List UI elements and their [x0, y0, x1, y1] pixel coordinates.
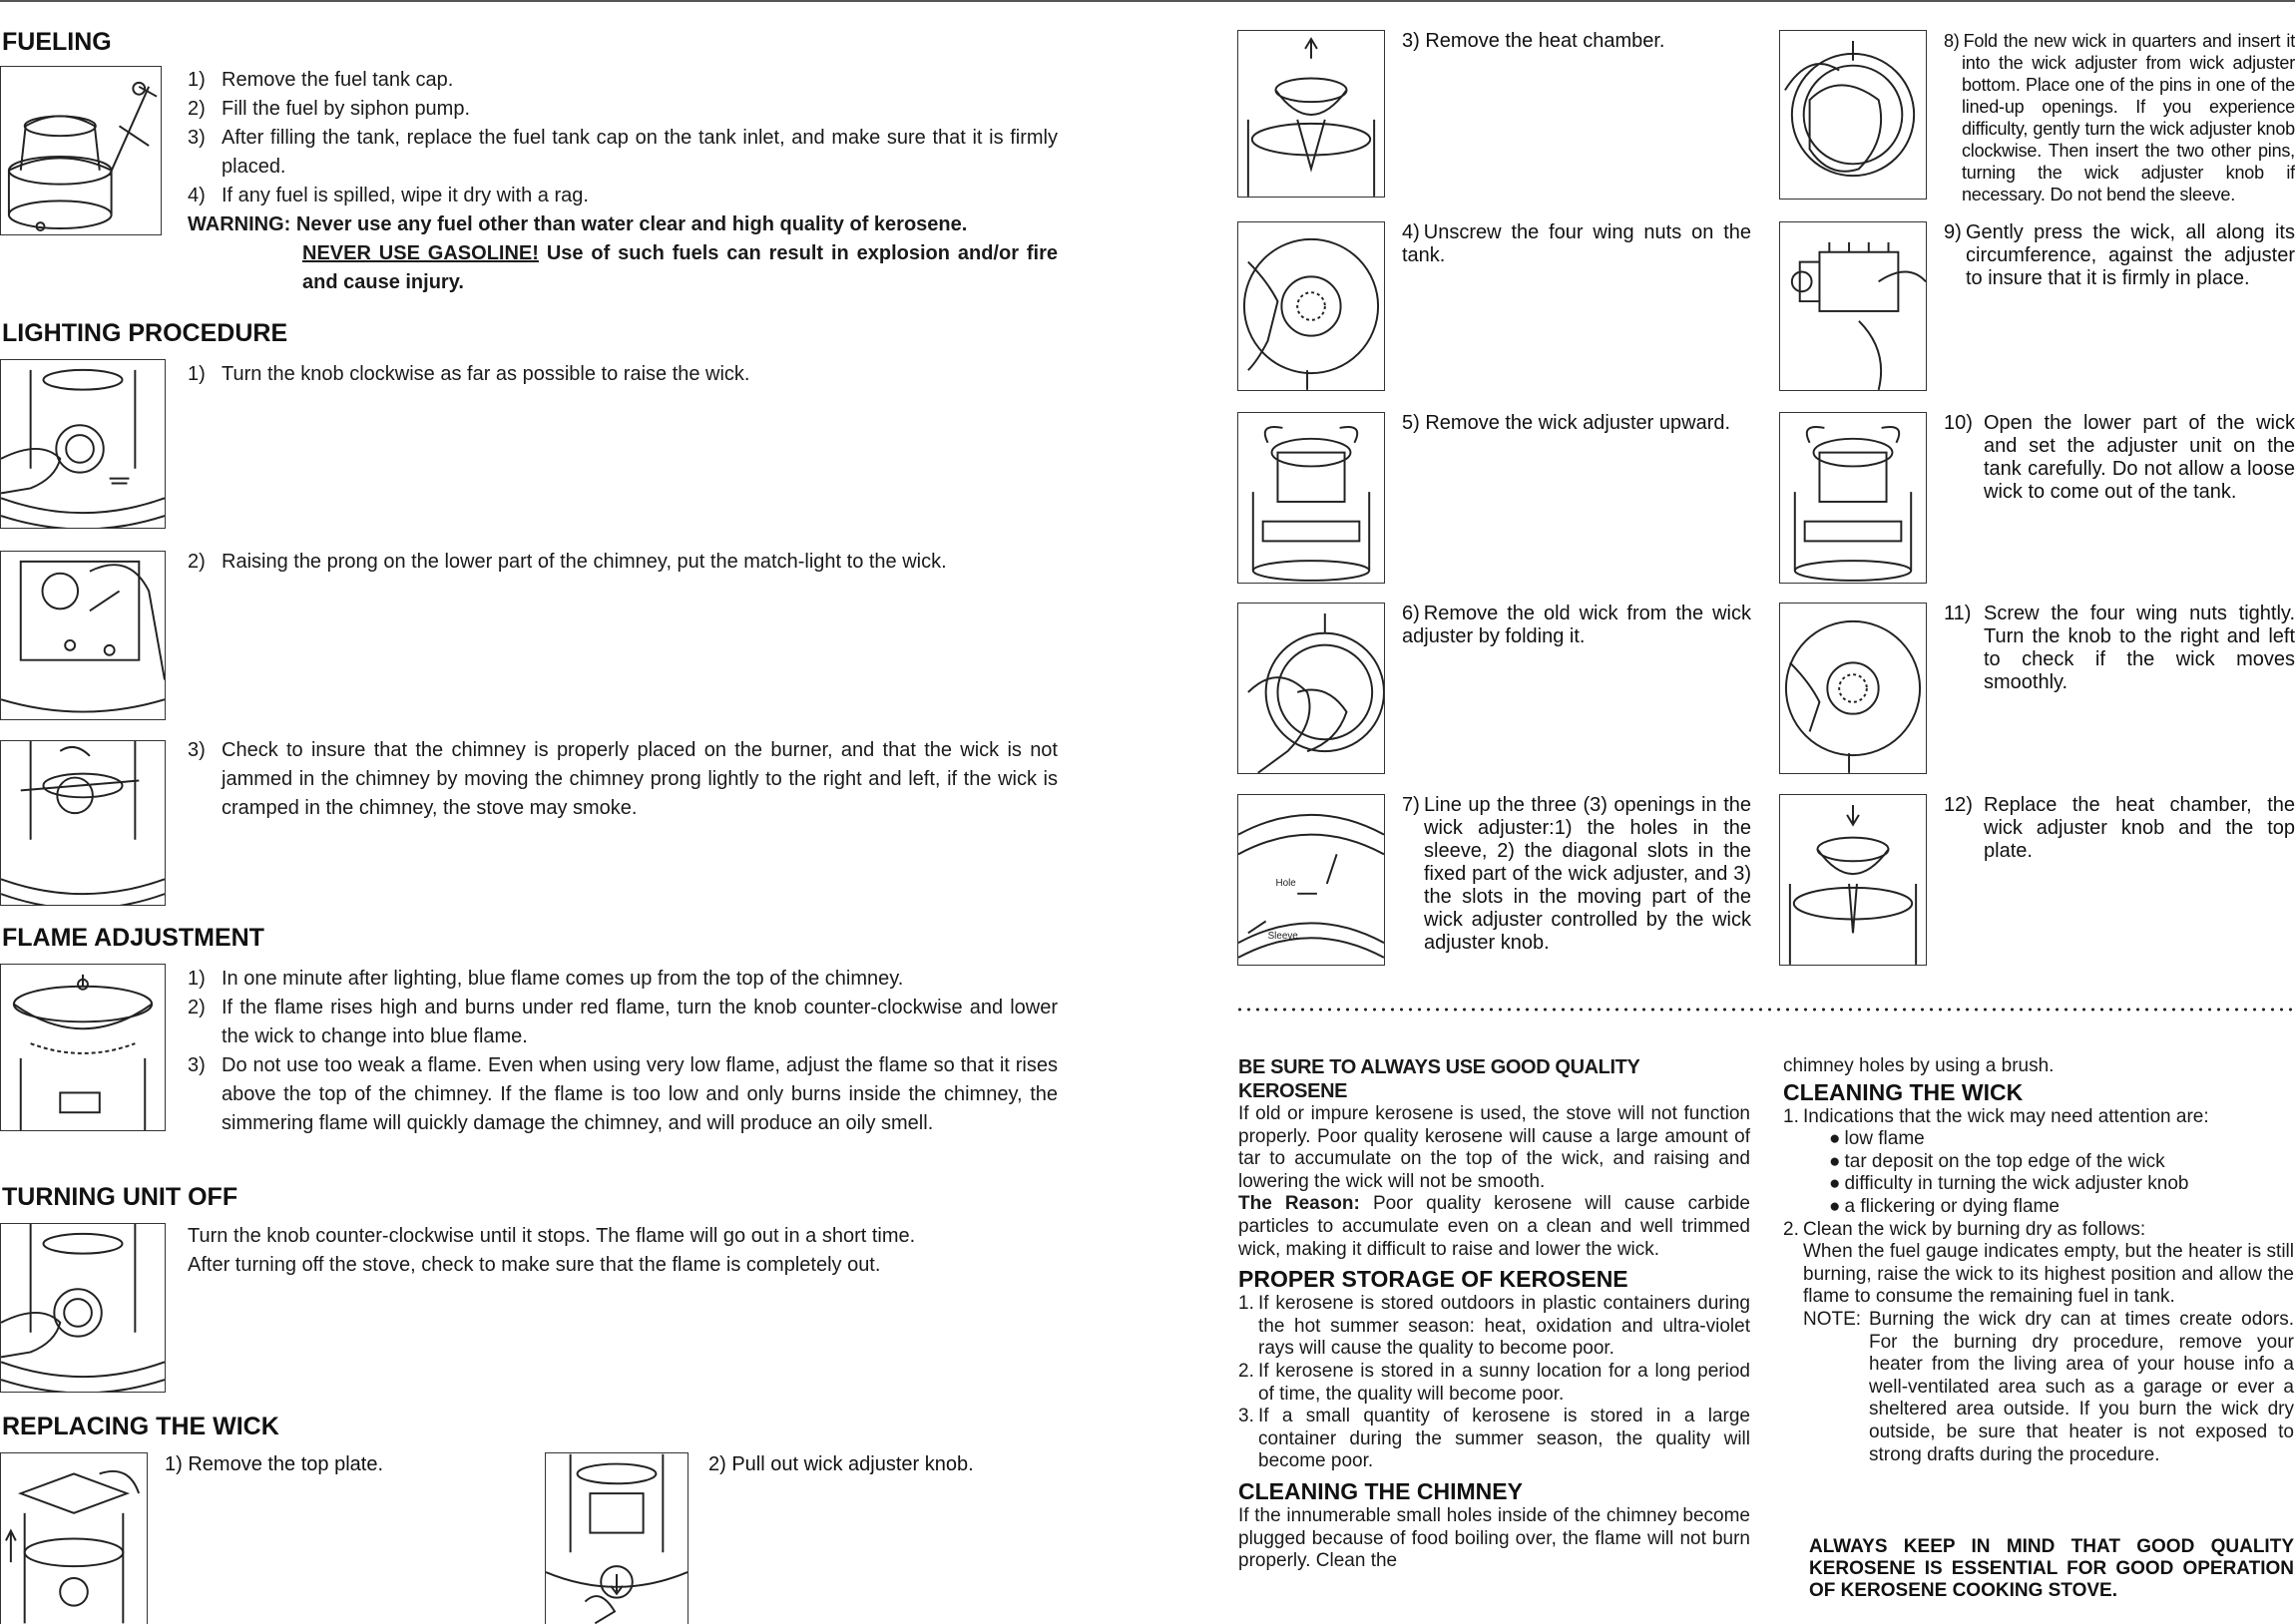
replacing-step-1: 1) Remove the top plate.: [165, 1453, 384, 1475]
burn-dry-para: When the fuel gauge indicates empty, but the heater is still burning, raise the wick to its highest position and allow the flame to consume the remaining fuel in tank.: [1803, 1241, 2294, 1308]
knob-raise-illustration: [0, 359, 166, 529]
turnoff-text: [188, 1222, 1058, 1280]
openings-illustration: [1237, 794, 1385, 966]
replacing-step-4: 4) Unscrew the four wing nuts on the tank.: [1402, 221, 1751, 266]
kerosene-section: [1238, 1055, 1750, 1573]
warning-text: Never use any fuel other than water clear and high quality of kerosene.: [295, 213, 968, 235]
turnoff-line-1: Turn the knob counter-clockwise until it stops. The flame will go out in a short time.: [188, 1225, 916, 1247]
list-item: 1. If kerosene is stored outdoors in plastic containers during the hot summer season: heat, oxidation and ultra-violet rays will cause the quality to become poor.: [1238, 1293, 1750, 1360]
lighting-step-3: [188, 736, 1058, 823]
remove-top-plate-illustration: [0, 1452, 148, 1624]
replacing-step-11: 11) Screw the four wing nuts tightly. Turn the knob to the right and left to check if the wick moves smoothly.: [1944, 603, 2295, 693]
storage-list: [1238, 1293, 1750, 1473]
closing-statement: ALWAYS KEEP IN MIND THAT GOOD QUALITY KEROSENE IS ESSENTIAL FOR GOOD OPERATION OF KEROSENE COOKING STOVE.: [1809, 1536, 2294, 1601]
list-item: 4) If any fuel is spilled, wipe it dry with a rag.: [188, 185, 589, 206]
reason-label: The Reason:: [1238, 1193, 1360, 1215]
note: [1803, 1309, 2294, 1466]
list-item: 3) Check to insure that the chimney is properly placed on the burner, and that the wick is not jammed in the chimney by moving the chimney prong lightly to the right and left, if the wick is cramped in the chimney, the stove may smoke.: [188, 739, 1058, 819]
replace-chamber-illustration: [1779, 794, 1927, 966]
chimney-heading: CLEANING THE CHIMNEY: [1238, 1477, 1523, 1504]
fueling-warning: [188, 210, 1058, 239]
replacing-step-10: 10) Open the lower part of the wick and set the adjuster unit on the tank carefully. Do not allow a loose wick to come out of the tank.: [1944, 412, 2295, 503]
list-item: 1) In one minute after lighting, blue flame comes up from the top of the chimney.: [188, 968, 904, 990]
warning-rest: Use of such fuels can result in explosion and/or fire and cause injury.: [302, 242, 1058, 293]
stove-fueling-illustration: [0, 66, 162, 235]
list-item: 3. If a small quantity of kerosene is stored in a large container during the summer season, the quality will become poor.: [1238, 1406, 1750, 1472]
replacing-step-3: 3) Remove the heat chamber.: [1402, 30, 1665, 52]
note-text: Burning the wick dry can at times create odors. For the burning dry procedure, remove your heater from the living area of your house info a well-ventilated area such as a garage or ever a sheltered area outside. If you burn the wick dry outside, be sure that heater is not exposed to strong drafts during the procedure.: [1869, 1308, 2294, 1465]
old-wick-illustration: [1237, 603, 1385, 774]
new-wick-illustration: [1779, 30, 1927, 200]
fueling-warning-cont: [302, 239, 1058, 297]
list-item: 3) After filling the tank, replace the fuel tank cap on the tank inlet, and make sure that it is firmly placed.: [188, 127, 1058, 178]
chimney-para: If the innumerable small holes inside of the chimney become plugged because of food boiling over, the flame will not burn properly. Clean the: [1238, 1504, 1750, 1572]
replacing-step-12: 12) Replace the heat chamber, the wick adjuster knob and the top plate.: [1944, 794, 2295, 862]
pull-knob-illustration: [545, 1452, 688, 1624]
list-item: ● tar deposit on the top edge of the wick: [1809, 1151, 2294, 1174]
list-item: ● difficulty in turning the wick adjuster knob: [1809, 1173, 2294, 1196]
turnoff-line-2: After turning off the stove, check to make sure that the flame is completely out.: [188, 1254, 881, 1276]
replacing-step-5: 5) Remove the wick adjuster upward.: [1402, 412, 1731, 434]
lighting-step-2: [188, 548, 1058, 577]
storage-heading: PROPER STORAGE OF KEROSENE: [1238, 1266, 1628, 1293]
turnoff-heading: TURNING UNIT OFF: [2, 1183, 238, 1211]
list-item: 3) Do not use too weak a flame. Even when using very low flame, adjust the flame so that it rises above the top of the chimney. If the flame is too low and only burns inside the chimney, the simmering flame will quickly damage the chimney, and will produce an oily smell.: [188, 1054, 1058, 1134]
replacing-step-6: 6) Remove the old wick from the wick adjuster by folding it.: [1402, 603, 1751, 647]
list-item: 2) If the flame rises high and burns under red flame, turn the knob counter-clockwise and lower the wick to change into blue flame.: [188, 997, 1058, 1047]
list-item: 1) Turn the knob clockwise as far as possible to raise the wick.: [188, 363, 750, 385]
kerosene-para: If old or impure kerosene is used, the stove will not function properly. Poor quality kerosene will cause a large amount of tar to accumulate on the top of the wick, and raising and lowering the wick will not be smooth.: [1238, 1103, 1750, 1192]
dotted-separator: [1235, 1008, 2295, 1012]
set-adjuster-illustration: [1779, 412, 1927, 584]
list-item: 1) Remove the fuel tank cap.: [188, 69, 454, 91]
wick-clean-section: [1783, 1055, 2294, 1466]
wick-clean-list: [1783, 1106, 2294, 1467]
flame-pan-illustration: [0, 964, 166, 1131]
list-item: ● low flame: [1809, 1128, 2294, 1151]
list-item: ● a flickering or dying flame: [1809, 1196, 2294, 1219]
top-rule: [0, 0, 2295, 2]
indications-list: [1803, 1128, 2294, 1218]
replacing-step-9: 9) Gently press the wick, all along its circumference, against the adjuster to insure that it is firmly in place.: [1944, 221, 2295, 289]
kerosene-heading: BE SURE TO ALWAYS USE GOOD QUALITY KEROSENE: [1238, 1056, 1640, 1102]
replacing-heading: REPLACING THE WICK: [2, 1413, 279, 1440]
list-item: 1. Indications that the wick may need attention are: ● low flame ● tar deposit on the top edge of the wick ● difficulty in turning the wick adjuster knob ● a flickering or dying flame: [1783, 1106, 2294, 1219]
warning-label: WARNING:: [188, 213, 291, 235]
list-item: 2) Raising the prong on the lower part of the chimney, put the match-light to the wick.: [188, 551, 947, 573]
knob-off-illustration: [0, 1223, 166, 1393]
replacing-step-8: 8) Fold the new wick in quarters and insert it into the wick adjuster from wick adjuster bottom. Place one of the pins in one of the lined-up openings. If you experience difficulty, gently turn the wick adjuster knob clockwise. Then insert the two other pins, turning the wick adjuster knob if necessary. Do not bend the sleeve.: [1944, 31, 2295, 204]
sleeve-label: Sleeve: [1267, 931, 1298, 943]
match-light-illustration: [0, 551, 166, 720]
flame-heading: FLAME ADJUSTMENT: [2, 924, 264, 952]
screw-nuts-illustration: [1779, 603, 1927, 774]
fueling-steps: [188, 66, 1058, 210]
flame-steps: [188, 965, 1058, 1138]
wick-clean-heading: CLEANING THE WICK: [1783, 1078, 2024, 1105]
warning-gasoline: NEVER USE GASOLINE!: [302, 242, 539, 264]
list-item: 2. If kerosene is stored in a sunny location for a long period of time, the quality will become poor.: [1238, 1360, 1750, 1405]
press-wick-illustration: [1779, 221, 1927, 391]
note-label: NOTE:: [1803, 1308, 1862, 1330]
replacing-step-7: 7) Line up the three (3) openings in the wick adjuster:1) the holes in the sleeve, 2) the diagonal slots in the fixed part of the wick adjuster, and 3) the slots in the moving part of the wick adjuster controlled by the wick adjuster knob.: [1402, 794, 1751, 954]
heat-chamber-illustration: [1237, 30, 1385, 198]
wick-adjuster-up-illustration: [1237, 412, 1385, 584]
replacing-step-2: 2) Pull out wick adjuster knob.: [708, 1453, 974, 1475]
fueling-heading: FUELING: [2, 28, 112, 56]
reason-text: Poor quality kerosene will cause carbide particles to accumulate even on a clean and well trimmed wick, making it difficult to raise and lower the wick.: [1238, 1193, 1751, 1260]
lighting-step-1: [188, 360, 1058, 389]
wing-nuts-illustration: [1237, 221, 1385, 391]
list-item: 2. Clean the wick by burning dry as follows: When the fuel gauge indicates empty, but the heater is still burning, raise the wick to its highest position and allow the flame to consume the remaining fuel in tank. NOTE: Burning the wick dry can at times create odors. For the burning dry procedure, remove your heater from the living area of your house info a well-ventilated area such as a garage or ever a sheltered area outside. If you burn the wick dry outside, be sure that heater is not exposed to strong drafts during the procedure.: [1783, 1218, 2294, 1465]
hole-label: Hole: [1275, 877, 1296, 889]
chimney-check-illustration: [0, 740, 166, 906]
chimney-cont: chimney holes by using a brush.: [1783, 1055, 2055, 1076]
list-item: 2) Fill the fuel by siphon pump.: [188, 98, 471, 120]
kerosene-reason: [1238, 1193, 1750, 1261]
lighting-heading: LIGHTING PROCEDURE: [2, 319, 288, 347]
